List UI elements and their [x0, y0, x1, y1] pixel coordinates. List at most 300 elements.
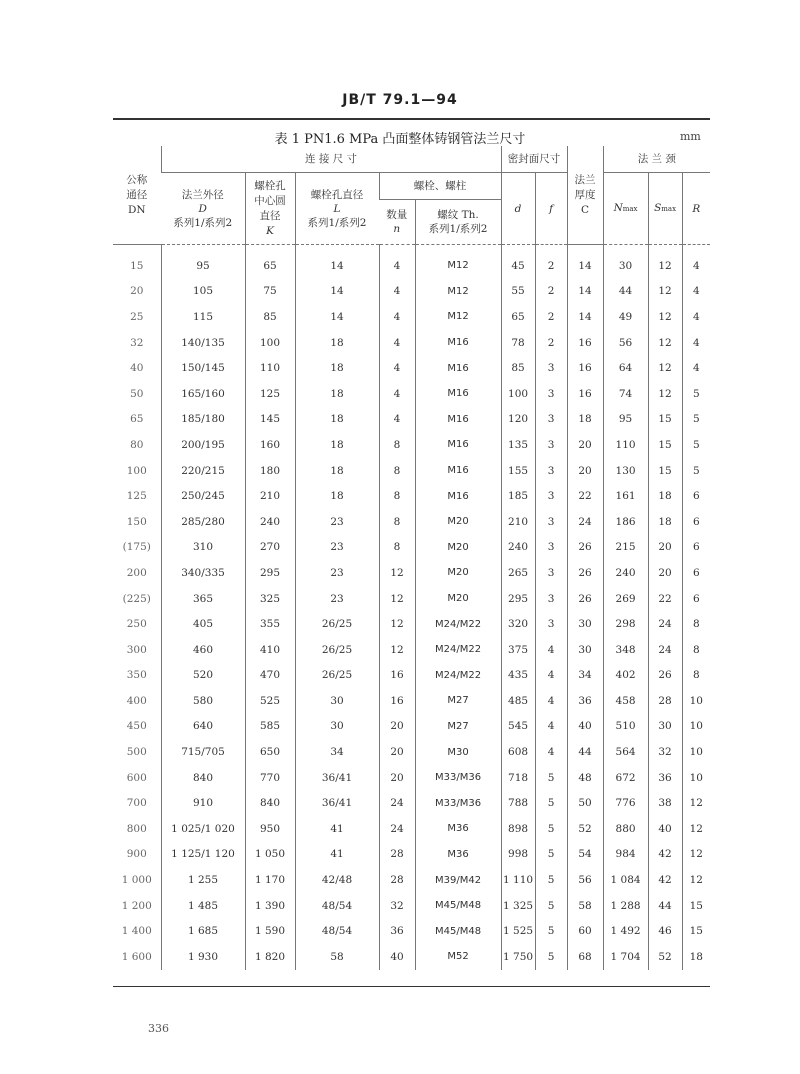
- cell-thickness: 40: [567, 714, 603, 740]
- table-row: [113, 765, 710, 791]
- cell-bolt-hole: 42/48: [295, 867, 379, 893]
- cell-quantity: 8: [379, 535, 415, 561]
- table-body: [113, 245, 710, 970]
- cell-n-max: 510: [603, 714, 648, 740]
- cell-seal-f: 2: [535, 330, 567, 356]
- cell-quantity: 4: [379, 245, 415, 279]
- cell-thickness: 26: [567, 586, 603, 612]
- cell-r: 12: [682, 842, 710, 868]
- cell-quantity: 4: [379, 381, 415, 407]
- cell-thickness: 24: [567, 509, 603, 535]
- header-seal-f: f: [535, 173, 567, 245]
- table-row: [113, 790, 710, 816]
- cell-dn: (175): [122, 541, 151, 554]
- cell-seal-f: 3: [535, 535, 567, 561]
- table-row: [113, 355, 710, 381]
- cell-seal-d: 265: [501, 560, 535, 586]
- cell-dn: 40: [130, 362, 144, 375]
- cell-thread: M36: [415, 842, 501, 868]
- cell-thread: M16: [415, 330, 501, 356]
- cell-dn: 80: [130, 438, 144, 451]
- cell-seal-f: 4: [535, 714, 567, 740]
- cell-bolt-circle: 180: [245, 458, 295, 484]
- cell-dn: 300: [126, 643, 147, 656]
- table-row: [113, 304, 710, 330]
- cell-bolt-hole: 18: [295, 355, 379, 381]
- cell-n-max: 672: [603, 765, 648, 791]
- table-row: [113, 918, 710, 944]
- cell-quantity: 12: [379, 560, 415, 586]
- top-rule: [113, 118, 710, 120]
- cell-outer-diameter: 285/280: [161, 509, 245, 535]
- cell-seal-d: 898: [501, 816, 535, 842]
- page-number: 336: [148, 1022, 169, 1035]
- cell-thickness: 36: [567, 688, 603, 714]
- cell-outer-diameter: 185/180: [161, 407, 245, 433]
- cell-r: 6: [682, 509, 710, 535]
- cell-thickness: 34: [567, 663, 603, 689]
- cell-s-max: 12: [648, 279, 682, 305]
- cell-r: 4: [682, 304, 710, 330]
- cell-outer-diameter: 115: [161, 304, 245, 330]
- cell-r: 6: [682, 483, 710, 509]
- cell-seal-d: 78: [501, 330, 535, 356]
- cell-outer-diameter: 840: [161, 765, 245, 791]
- cell-quantity: 24: [379, 816, 415, 842]
- table-row: [113, 407, 710, 433]
- cell-bolt-hole: 18: [295, 483, 379, 509]
- cell-quantity: 4: [379, 407, 415, 433]
- cell-seal-d: 1 110: [501, 867, 535, 893]
- cell-dn: 65: [130, 413, 144, 426]
- cell-bolt-circle: 1 820: [245, 944, 295, 970]
- cell-s-max: 18: [648, 483, 682, 509]
- cell-quantity: 4: [379, 279, 415, 305]
- cell-bolt-circle: 145: [245, 407, 295, 433]
- cell-thread: M20: [415, 509, 501, 535]
- cell-quantity: 28: [379, 842, 415, 868]
- cell-thickness: 30: [567, 611, 603, 637]
- cell-thread: M12: [415, 304, 501, 330]
- cell-seal-f: 2: [535, 279, 567, 305]
- cell-s-max: 15: [648, 407, 682, 433]
- cell-s-max: 12: [648, 330, 682, 356]
- cell-seal-f: 2: [535, 245, 567, 279]
- cell-bolt-hole: 26/25: [295, 663, 379, 689]
- cell-thread: M24/M22: [415, 611, 501, 637]
- cell-bolt-hole: 48/54: [295, 893, 379, 919]
- cell-thread: M16: [415, 381, 501, 407]
- table-row: [113, 279, 710, 305]
- cell-quantity: 20: [379, 739, 415, 765]
- cell-seal-f: 3: [535, 458, 567, 484]
- table-row: [113, 867, 710, 893]
- header-outer-diameter: 法兰外径 D 系列1/系列2: [161, 173, 245, 245]
- cell-dn: 32: [130, 336, 144, 349]
- cell-thread: M36: [415, 816, 501, 842]
- cell-bolt-circle: 525: [245, 688, 295, 714]
- table-row: [113, 381, 710, 407]
- cell-thread: M33/M36: [415, 790, 501, 816]
- cell-dn: 200: [126, 566, 147, 579]
- cell-bolt-circle: 240: [245, 509, 295, 535]
- cell-bolt-hole: 26/25: [295, 637, 379, 663]
- cell-n-max: 880: [603, 816, 648, 842]
- header-thread: 螺纹 Th. 系列1/系列2: [415, 200, 501, 245]
- cell-outer-diameter: 910: [161, 790, 245, 816]
- cell-s-max: 28: [648, 688, 682, 714]
- header-flange-thickness: 法兰厚度C: [567, 146, 603, 245]
- table-row: [113, 893, 710, 919]
- table-row: [113, 509, 710, 535]
- cell-bolt-hole: 26/25: [295, 611, 379, 637]
- cell-r: 6: [682, 535, 710, 561]
- cell-bolt-circle: 1 590: [245, 918, 295, 944]
- cell-seal-f: 3: [535, 432, 567, 458]
- cell-thread: M24/M22: [415, 663, 501, 689]
- cell-s-max: 32: [648, 739, 682, 765]
- cell-bolt-circle: 325: [245, 586, 295, 612]
- table-row: [113, 944, 710, 970]
- cell-s-max: 38: [648, 790, 682, 816]
- header-sealing-dimensions: 密封面尺寸: [501, 146, 567, 173]
- cell-outer-diameter: 580: [161, 688, 245, 714]
- cell-outer-diameter: 340/335: [161, 560, 245, 586]
- cell-dn: 150: [126, 515, 147, 528]
- cell-n-max: 564: [603, 739, 648, 765]
- cell-bolt-hole: 18: [295, 432, 379, 458]
- table-row: [113, 714, 710, 740]
- cell-thread: M33/M36: [415, 765, 501, 791]
- cell-n-max: 776: [603, 790, 648, 816]
- cell-s-max: 42: [648, 867, 682, 893]
- table-title: 表 1 PN1.6 MPa 凸面整体铸钢管法兰尺寸: [274, 132, 526, 147]
- cell-seal-d: 240: [501, 535, 535, 561]
- header-bolts-studs: 螺栓、螺柱: [379, 173, 501, 200]
- cell-outer-diameter: 95: [161, 245, 245, 279]
- cell-outer-diameter: 200/195: [161, 432, 245, 458]
- cell-bolt-hole: 18: [295, 330, 379, 356]
- cell-seal-f: 5: [535, 944, 567, 970]
- cell-thickness: 30: [567, 637, 603, 663]
- cell-bolt-hole: 36/41: [295, 790, 379, 816]
- table-row: [113, 330, 710, 356]
- cell-seal-d: 100: [501, 381, 535, 407]
- cell-seal-d: 320: [501, 611, 535, 637]
- cell-thread: M27: [415, 688, 501, 714]
- table-row: [113, 611, 710, 637]
- cell-r: 10: [682, 714, 710, 740]
- cell-bolt-circle: 1 170: [245, 867, 295, 893]
- cell-quantity: 8: [379, 458, 415, 484]
- cell-bolt-circle: 950: [245, 816, 295, 842]
- cell-n-max: 44: [603, 279, 648, 305]
- cell-thickness: 56: [567, 867, 603, 893]
- cell-outer-diameter: 310: [161, 535, 245, 561]
- cell-thread: M16: [415, 483, 501, 509]
- cell-r: 15: [682, 893, 710, 919]
- cell-seal-f: 5: [535, 918, 567, 944]
- cell-quantity: 16: [379, 663, 415, 689]
- cell-s-max: 36: [648, 765, 682, 791]
- header-quantity: 数量 n: [379, 200, 415, 245]
- cell-dn: 700: [126, 797, 147, 810]
- cell-n-max: 1 084: [603, 867, 648, 893]
- cell-thread: M12: [415, 245, 501, 279]
- table-row: [113, 688, 710, 714]
- table-row: [113, 560, 710, 586]
- table-row: [113, 663, 710, 689]
- cell-bolt-hole: 14: [295, 245, 379, 279]
- cell-bolt-circle: 410: [245, 637, 295, 663]
- cell-outer-diameter: 140/135: [161, 330, 245, 356]
- cell-seal-d: 65: [501, 304, 535, 330]
- cell-bolt-hole: 30: [295, 714, 379, 740]
- cell-dn: 20: [130, 285, 144, 298]
- cell-r: 5: [682, 458, 710, 484]
- cell-r: 4: [682, 245, 710, 279]
- cell-bolt-circle: 85: [245, 304, 295, 330]
- cell-thread: M27: [415, 714, 501, 740]
- cell-seal-f: 3: [535, 586, 567, 612]
- cell-quantity: 36: [379, 918, 415, 944]
- cell-r: 4: [682, 355, 710, 381]
- cell-dn: 500: [126, 746, 147, 759]
- cell-s-max: 12: [648, 381, 682, 407]
- cell-s-max: 24: [648, 637, 682, 663]
- cell-n-max: 64: [603, 355, 648, 381]
- cell-r: 6: [682, 586, 710, 612]
- header-seal-d: d: [501, 173, 535, 245]
- cell-bolt-circle: 840: [245, 790, 295, 816]
- cell-seal-f: 5: [535, 842, 567, 868]
- cell-s-max: 20: [648, 560, 682, 586]
- cell-s-max: 18: [648, 509, 682, 535]
- cell-r: 12: [682, 867, 710, 893]
- cell-r: 8: [682, 611, 710, 637]
- unit-label: mm: [680, 130, 701, 143]
- cell-seal-f: 4: [535, 739, 567, 765]
- cell-dn: 25: [130, 310, 144, 323]
- cell-seal-f: 5: [535, 790, 567, 816]
- cell-s-max: 20: [648, 535, 682, 561]
- header-r: R: [682, 173, 710, 245]
- cell-s-max: 30: [648, 714, 682, 740]
- cell-r: 12: [682, 816, 710, 842]
- cell-n-max: 240: [603, 560, 648, 586]
- cell-bolt-hole: 58: [295, 944, 379, 970]
- cell-bolt-hole: 18: [295, 381, 379, 407]
- cell-quantity: 4: [379, 355, 415, 381]
- cell-dn: 1 000: [121, 874, 152, 887]
- cell-outer-diameter: 460: [161, 637, 245, 663]
- cell-n-max: 298: [603, 611, 648, 637]
- table-row: [113, 739, 710, 765]
- cell-bolt-hole: 30: [295, 688, 379, 714]
- cell-r: 15: [682, 918, 710, 944]
- cell-quantity: 12: [379, 637, 415, 663]
- cell-n-max: 269: [603, 586, 648, 612]
- cell-thickness: 60: [567, 918, 603, 944]
- cell-n-max: 110: [603, 432, 648, 458]
- cell-thread: M45/M48: [415, 893, 501, 919]
- table-row: [113, 637, 710, 663]
- cell-bolt-hole: 34: [295, 739, 379, 765]
- header-n-max: Nmax: [603, 173, 648, 245]
- cell-n-max: 458: [603, 688, 648, 714]
- cell-seal-d: 545: [501, 714, 535, 740]
- cell-thickness: 52: [567, 816, 603, 842]
- flange-dimension-table: [113, 146, 710, 970]
- cell-thickness: 16: [567, 381, 603, 407]
- cell-n-max: 56: [603, 330, 648, 356]
- cell-thread: M20: [415, 535, 501, 561]
- cell-seal-d: 120: [501, 407, 535, 433]
- cell-thread: M39/M42: [415, 867, 501, 893]
- cell-seal-f: 5: [535, 816, 567, 842]
- cell-quantity: 16: [379, 688, 415, 714]
- cell-seal-d: 435: [501, 663, 535, 689]
- table-row: [113, 535, 710, 561]
- cell-bolt-circle: 160: [245, 432, 295, 458]
- cell-n-max: 161: [603, 483, 648, 509]
- header-bolt-circle-diameter: 螺栓孔中心圆直径 K: [245, 173, 295, 245]
- cell-s-max: 52: [648, 944, 682, 970]
- cell-s-max: 26: [648, 663, 682, 689]
- cell-seal-f: 3: [535, 355, 567, 381]
- cell-bolt-circle: 355: [245, 611, 295, 637]
- cell-r: 8: [682, 637, 710, 663]
- cell-s-max: 12: [648, 355, 682, 381]
- cell-seal-f: 5: [535, 867, 567, 893]
- cell-n-max: 402: [603, 663, 648, 689]
- cell-outer-diameter: 405: [161, 611, 245, 637]
- cell-quantity: 8: [379, 509, 415, 535]
- cell-bolt-hole: 23: [295, 535, 379, 561]
- cell-bolt-hole: 23: [295, 509, 379, 535]
- cell-s-max: 15: [648, 458, 682, 484]
- cell-seal-d: 45: [501, 245, 535, 279]
- cell-thickness: 20: [567, 458, 603, 484]
- cell-bolt-hole: 23: [295, 560, 379, 586]
- cell-n-max: 348: [603, 637, 648, 663]
- cell-s-max: 46: [648, 918, 682, 944]
- cell-dn: 50: [130, 387, 144, 400]
- cell-thread: M30: [415, 739, 501, 765]
- cell-thread: M16: [415, 458, 501, 484]
- cell-quantity: 32: [379, 893, 415, 919]
- cell-thickness: 16: [567, 330, 603, 356]
- cell-bolt-circle: 270: [245, 535, 295, 561]
- cell-bolt-hole: 14: [295, 304, 379, 330]
- header-bolt-hole-diameter: 螺栓孔直径 L 系列1/系列2: [295, 173, 379, 245]
- table-row: [113, 483, 710, 509]
- cell-r: 10: [682, 688, 710, 714]
- cell-n-max: 1 492: [603, 918, 648, 944]
- cell-seal-f: 3: [535, 611, 567, 637]
- cell-dn: 450: [126, 720, 147, 733]
- cell-thread: M45/M48: [415, 918, 501, 944]
- cell-seal-d: 85: [501, 355, 535, 381]
- header-connection-dimensions: 连 接 尺 寸: [161, 146, 501, 173]
- cell-seal-f: 3: [535, 381, 567, 407]
- cell-bolt-circle: 470: [245, 663, 295, 689]
- cell-thread: M24/M22: [415, 637, 501, 663]
- cell-thickness: 50: [567, 790, 603, 816]
- header-s-max: Smax: [648, 173, 682, 245]
- cell-n-max: 1 704: [603, 944, 648, 970]
- cell-s-max: 42: [648, 842, 682, 868]
- cell-quantity: 20: [379, 714, 415, 740]
- cell-r: 5: [682, 407, 710, 433]
- cell-bolt-hole: 23: [295, 586, 379, 612]
- cell-quantity: 40: [379, 944, 415, 970]
- cell-s-max: 40: [648, 816, 682, 842]
- cell-dn: 900: [126, 848, 147, 861]
- cell-bolt-circle: 65: [245, 245, 295, 279]
- cell-n-max: 49: [603, 304, 648, 330]
- cell-quantity: 20: [379, 765, 415, 791]
- cell-seal-d: 55: [501, 279, 535, 305]
- cell-bolt-circle: 210: [245, 483, 295, 509]
- table-row: [113, 586, 710, 612]
- cell-bolt-circle: 770: [245, 765, 295, 791]
- cell-thickness: 20: [567, 432, 603, 458]
- cell-quantity: 4: [379, 304, 415, 330]
- cell-dn: 800: [126, 822, 147, 835]
- cell-thickness: 48: [567, 765, 603, 791]
- cell-bolt-circle: 1 390: [245, 893, 295, 919]
- cell-thickness: 14: [567, 304, 603, 330]
- cell-quantity: 24: [379, 790, 415, 816]
- cell-outer-diameter: 520: [161, 663, 245, 689]
- cell-s-max: 44: [648, 893, 682, 919]
- cell-bolt-circle: 100: [245, 330, 295, 356]
- cell-seal-d: 788: [501, 790, 535, 816]
- cell-dn: 125: [126, 490, 147, 503]
- cell-n-max: 186: [603, 509, 648, 535]
- cell-r: 6: [682, 560, 710, 586]
- cell-seal-d: 1 325: [501, 893, 535, 919]
- cell-r: 12: [682, 790, 710, 816]
- cell-dn: (225): [122, 592, 151, 605]
- cell-seal-d: 155: [501, 458, 535, 484]
- cell-seal-f: 3: [535, 560, 567, 586]
- cell-bolt-hole: 36/41: [295, 765, 379, 791]
- cell-n-max: 984: [603, 842, 648, 868]
- cell-outer-diameter: 365: [161, 586, 245, 612]
- cell-dn: 350: [126, 669, 147, 682]
- cell-n-max: 95: [603, 407, 648, 433]
- cell-dn: 1 200: [121, 899, 152, 912]
- cell-n-max: 215: [603, 535, 648, 561]
- cell-quantity: 12: [379, 611, 415, 637]
- cell-r: 18: [682, 944, 710, 970]
- cell-seal-f: 5: [535, 765, 567, 791]
- cell-quantity: 28: [379, 867, 415, 893]
- cell-thickness: 16: [567, 355, 603, 381]
- cell-seal-d: 998: [501, 842, 535, 868]
- cell-seal-f: 2: [535, 304, 567, 330]
- cell-seal-d: 135: [501, 432, 535, 458]
- cell-seal-f: 4: [535, 688, 567, 714]
- cell-seal-f: 3: [535, 407, 567, 433]
- bottom-rule: [113, 986, 710, 987]
- table-row: [113, 816, 710, 842]
- cell-bolt-circle: 75: [245, 279, 295, 305]
- cell-r: 8: [682, 663, 710, 689]
- cell-outer-diameter: 1 685: [161, 918, 245, 944]
